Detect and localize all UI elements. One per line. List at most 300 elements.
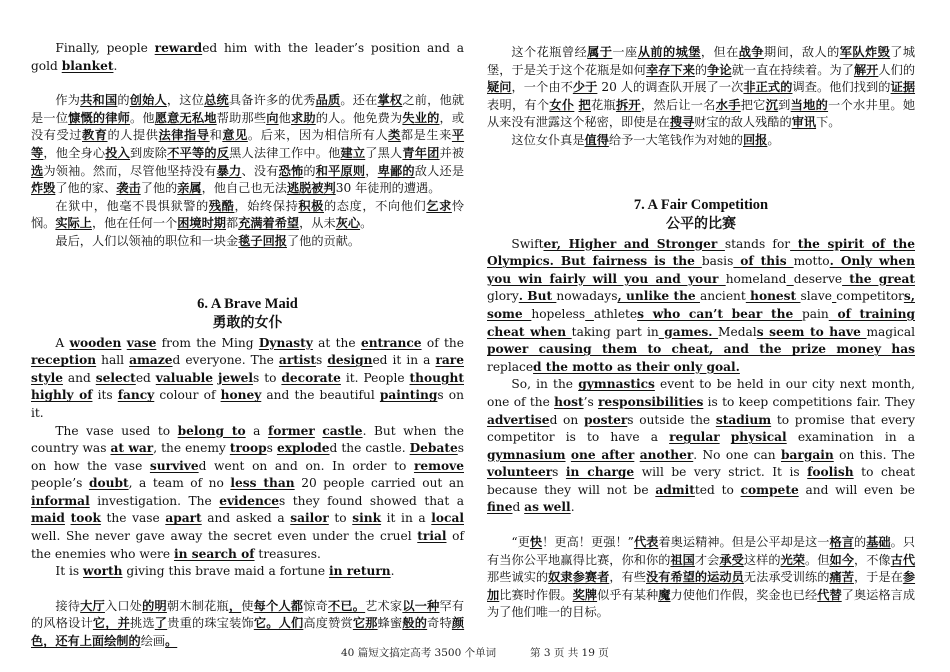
vocab-word: as well [524,500,571,515]
text-run: to [328,511,353,526]
text-run: 贵重的珠宝装饰 [167,616,254,631]
paragraph-vase-en [31,335,464,423]
footer-book-title: 40 篇短文搞定高考 3500 个单词 [341,647,497,659]
text-run: 这位女仆真是 [511,132,585,147]
text-run: 绘画 [140,634,166,649]
text-run: 高度赞赏 [303,616,353,631]
text-run: examination in a [786,430,916,445]
text-run: of the [421,335,464,350]
vocab-word: reward [154,41,203,55]
vocab-word: 如今 [829,552,854,567]
text-run: 挑选 [130,616,155,631]
vocab-word: 证据 [890,80,916,95]
text-run: s on it. [31,388,464,420]
text-run: The vase used to [55,423,178,438]
vocab-word: 乞求 [426,198,452,213]
vocab-word: informal [31,493,90,508]
vocab-word: 祖国 [670,552,695,567]
text-run: 。只有当你公平地赢得比赛，你和你的 [487,535,916,567]
vocab-word: 争论 [707,62,732,77]
vocab-word: power causing them to cheat, and the prize money has [487,342,915,357]
vocab-word: honest [745,289,801,304]
vocab-word: former [267,423,315,438]
text-run: 敌人还是 [414,163,465,178]
text-run: 了奥运格言成为了他们唯一的目标。 [487,587,916,620]
text-run: d went on and on. In order to [198,458,414,473]
text-run: ，这位 [166,93,205,108]
text-run: ，他自己也无法 [201,181,287,196]
vocab-word: 选 [31,163,44,178]
text-run: 惊奇 [303,598,328,613]
vocab-word: . But [518,289,557,304]
text-run: a [245,423,268,438]
vocab-word: 愿意无私地 [154,110,217,125]
vocab-word: poster [583,412,628,427]
text-run: 朝木制花瓶 [166,598,229,613]
text-run: competitor [836,289,904,304]
text-run: Swift [511,236,544,251]
text-run: 。还在 [340,93,378,108]
vocab-word: took [70,511,101,526]
text-run: d [512,500,525,515]
text-run: it. People [340,370,410,385]
vocab-word: d the motto as their only goal. [533,359,740,374]
text-run: it in a [381,511,432,526]
paragraph-gymnastics-en [487,376,915,517]
text-run: stands for [724,236,791,251]
text-run: ted to [694,482,741,497]
vocab-word: 共和国 [80,93,118,108]
text-run: 人们的 [878,62,916,77]
vocab-word: 大厅 [80,598,105,613]
text-run: and will even be [798,482,915,497]
text-run: A [55,335,70,350]
vocab-word: reception [31,353,97,368]
vocab-word: physical [730,430,787,445]
paragraph-olympics-en [487,236,915,377]
vocab-word: 军队炸毁 [839,45,891,59]
vocab-word: 求助 [290,110,316,125]
vocab-word: worth [83,564,123,579]
vocab-word: 亲属 [177,181,202,196]
vocab-word: 建立 [340,145,366,160]
vocab-word: design [327,353,373,368]
text-run: 在狱中，他毫不畏惧狱警的 [55,198,209,213]
vocab-word: 平等 [31,128,465,160]
text-run: s on how the vase [31,441,464,473]
text-run: 之前，他就是一位 [31,93,465,125]
vocab-word: 暴力 [216,163,242,178]
text-run: 的 [117,93,130,108]
text-run: s outside the [627,412,716,427]
vocab-word: local [431,511,464,526]
text-run: colour of [154,388,221,403]
text-run: So, in the [511,377,579,392]
text-run: to cheat because they will not be [487,465,915,497]
vocab-word: 从前的城堡 [637,45,701,59]
vocab-word: 魔 [658,587,671,602]
vocab-word: 格言 [829,535,854,550]
text-run: to promise that every competitor is to have a [487,412,915,445]
vocab-word: select [95,370,136,385]
text-run: ，然后让一名 [640,97,716,112]
text-run: 到废除 [130,145,168,160]
vocab-word: Dynasty [258,335,313,350]
text-run: 把它 [740,97,766,112]
text-run: d on [549,412,584,427]
vocab-word: 掌权 [377,93,403,108]
vocab-word: trial [417,529,447,544]
vocab-word: 创始人 [129,93,167,108]
text-run: hall [96,353,130,368]
text-run: 的 [303,163,316,178]
text-run: and [62,370,96,385]
vocab-word: 属于 [587,45,613,59]
text-run: giving this brave maid a fortune [122,564,329,579]
text-run: Medal [718,324,757,339]
paragraph-olympics-cn [487,534,915,622]
vocab-word: 颜色，还有上面绘制的 [31,616,465,649]
right-column [487,44,915,622]
text-run: 入口处 [104,598,143,613]
vocab-word: 回报 [742,132,768,147]
text-run: d everyone. The [172,353,279,368]
vocab-word: bargain [780,447,834,462]
vocab-word: 把 [578,97,591,112]
text-run: 罕有的风格设计 [31,598,465,631]
text-run: 才会 [694,552,720,567]
text-run: ancient [699,289,746,304]
vocab-word: 袭击 [116,181,141,196]
vocab-word: 意见 [222,128,248,143]
vocab-word: 的明 [142,598,167,613]
vocab-word: 光荣 [780,552,806,567]
text-run: 为领袖。然而，尽管他坚持没有 [43,163,217,178]
text-run: and asked a [201,511,291,526]
text-run: . [570,500,575,515]
vocab-word: 奴隶参赛者 [548,570,610,585]
paragraph-prison-cn [31,198,464,233]
vocab-word: , unlike the [617,289,700,304]
vocab-word: gymnasium [487,447,566,462]
vocab-word: 代替 [817,587,842,602]
text-run: deserve [793,271,843,286]
text-run: 奇特 [427,616,452,631]
vocab-word: remove [413,458,464,473]
section-subtitle-fair-competition: 公平的比赛 [666,215,736,232]
section-title-brave-maid: 6. A Brave Maid [197,295,298,312]
text-run: 都 [226,216,239,231]
vocab-word: regular [669,430,720,445]
text-run: ，始终保持 [234,198,299,213]
vocab-word: vase [126,335,157,350]
text-run: motto [793,254,830,269]
vocab-word: gymnastics [578,377,655,392]
paragraph-castle-cn [487,44,915,132]
vocab-word: evidence [219,493,279,508]
vocab-word: 困境时期 [177,216,226,231]
vocab-word: 幸存下来 [646,62,695,77]
vocab-word: 承受 [719,552,744,567]
vocab-word: 和平原则 [315,163,366,178]
vocab-word: explode [276,441,330,456]
text-run: 他 [278,110,291,125]
text-run: ，但在 [700,45,739,59]
text-run: replace [487,359,534,374]
text-run: 的态度，不向他们 [323,198,427,213]
text-run: ， [365,163,378,178]
paragraph-castle-en [31,423,464,564]
vocab-word: rare [435,353,464,368]
vocab-word: 非正式的 [743,80,793,95]
text-run: homeland [725,271,787,286]
vocab-word: doubt [88,476,129,491]
paragraph-vase-cn [31,598,464,651]
text-run: ，一个由不 [511,80,573,95]
text-run: ed him with the leader’s position and a gold [31,41,464,73]
text-run: 最后，人们以领袖的职位和一块金 [55,233,239,248]
spacer [31,75,464,92]
text-run: treasures. [254,546,321,561]
text-run: 这个花瓶曾经 [511,45,588,59]
vocab-word: belong to [177,423,246,438]
text-run: athlete [593,306,638,321]
text-run: 力使他们作假，奖金也已经 [670,587,818,602]
text-run: 给予一大笔钱作为对她的 [608,132,743,147]
text-run: 着奥运精神。但是公平却是这一 [658,535,830,550]
text-run: 20 人的调查队开展了一次 [597,80,744,95]
text-run: s [316,353,328,368]
left-column [31,40,464,651]
text-run: 蜂蜜 [377,616,403,631]
vocab-word: wooden [69,335,122,350]
text-run: s [552,465,566,480]
vocab-word: the great [842,271,915,286]
vocab-word: thought highly of [31,370,464,403]
text-run: 无法承受训练的 [743,570,830,585]
vocab-word: . Only when you win fairly will you and your [487,254,915,286]
text-run: . [113,58,118,73]
vocab-word: maid [31,511,65,526]
text-run: ed it in a [372,353,436,368]
text-run: ，不像 [853,552,891,567]
vocab-word: survive [149,458,199,473]
vocab-word: host [554,394,584,409]
vocab-word: 少于 [572,80,598,95]
vocab-word: entrance [360,335,422,350]
text-run: nowadays [556,289,618,304]
text-run: 调查。他们找到的 [792,80,891,95]
paragraph-worth-en [31,563,464,581]
text-run: 财宝的敌人残酷的 [694,115,792,130]
text-run: of the enemies who were [31,529,464,561]
vocab-word: 古代 [890,552,916,567]
vocab-word: sailor [290,511,329,526]
section-title-fair-competition: 7. A Fair Competition [633,196,769,213]
vocab-word: 解开 [853,62,879,77]
vocab-word: 积极 [298,198,324,213]
text-run: 似乎有某种 [597,587,659,602]
vocab-word: apart [165,511,202,526]
vocab-word: 向 [266,110,279,125]
vocab-word: 卑鄙的 [377,163,415,178]
vocab-word: 它。人们 [253,616,304,631]
vocab-word: jewel [217,370,254,385]
vocab-word: the spirit of the Olympics. But fairness is the [487,236,916,269]
text-run: , a team of no [128,476,231,491]
text-run: 。 [767,132,780,147]
text-run: event to be held in our city next month, one of the [487,377,916,409]
spacer [31,251,464,295]
vocab-word: honey [220,388,262,403]
text-run: 具备许多的优秀 [228,93,316,108]
vocab-word: ， [228,598,242,613]
vocab-word: 它那 [352,616,378,631]
text-run: 下。 [816,115,841,130]
vocab-word: 当地的 [790,97,829,112]
vocab-word: one after [570,447,635,462]
text-run: . But when the country was [31,423,464,456]
vocab-word: 搜寻 [669,115,695,130]
vocab-word: in search of [173,546,255,561]
vocab-word: amaze [129,353,173,368]
vocab-word: 实际上 [55,216,92,231]
vocab-word: 奖牌 [572,587,598,602]
text-run: 怜悯。 [31,198,465,231]
vocab-word: troop [229,441,267,456]
text-run: s to [253,370,282,385]
text-run: 一座 [612,45,638,59]
vocab-word: volunteer [487,465,553,480]
text-run: 这样的 [743,552,781,567]
vocab-word: 每个人都 [253,598,304,613]
vocab-word: s who can’t bear the [637,306,802,321]
text-run: 表明，有个 [487,97,550,112]
spacer [31,581,464,598]
vocab-word: games. [658,324,719,339]
vocab-word: 灰心 [335,216,361,231]
paragraph-reward-cn [31,233,464,251]
paragraph-president-cn [31,92,464,198]
text-run: 了他的家、 [55,181,117,196]
vocab-word: 投入 [105,145,131,160]
vocab-word: decorate [281,370,341,385]
text-run: at the [312,335,361,350]
text-run: ’s [583,394,599,409]
text-run: s [266,441,277,456]
vocab-word: 不平等的反 [167,145,230,160]
text-run: 。他 [130,110,155,125]
text-run: well. She never gave away the secret even under the cruel [31,529,418,544]
text-run: magical [866,324,915,339]
vocab-word: 代表 [633,535,659,550]
text-run: “更 [511,535,530,550]
vocab-word: 逃脱被判 [286,181,336,196]
text-run: 了他的 [140,181,178,196]
text-run: 作为 [55,93,81,108]
vocab-word: Debate [409,441,458,456]
text-run: 一个水井里。她从来没有泄露这个秘密，即使是在 [487,97,916,130]
text-run: will be very strict. It is [634,465,808,480]
vocab-word: 疑问 [487,80,512,95]
text-run: 并被 [439,145,465,160]
vocab-word: 失业的 [402,110,440,125]
text-run: investigation. The [89,493,220,508]
text-run: the vase [100,511,166,526]
vocab-word: 审讯 [791,115,817,130]
vocab-word: compete [740,482,799,497]
text-run: ，于是在 [853,570,903,585]
text-run: 20 people carried out an [294,476,464,491]
text-run: It is [55,564,84,579]
vocab-word: of training cheat when [487,306,916,339]
spacer [487,150,915,196]
text-run: 那些诚实的 [487,570,549,585]
vocab-word: er, Higher and Stronger [543,236,725,251]
vocab-word: of this [733,254,794,269]
text-run: ，或没有受过 [31,110,465,143]
vocab-word: 炸毁 [31,181,56,196]
vocab-word: 快 [529,535,543,550]
text-run: 的 [853,535,867,550]
text-run: on this. The [833,447,916,462]
text-run: glory [487,289,519,304]
paragraph-finally [31,40,464,75]
vocab-word: 了 [154,616,168,631]
vocab-word [786,272,793,286]
vocab-word: sink [352,511,382,526]
text-run: ed [135,370,156,385]
vocab-word: s, some [487,289,915,321]
text-run: s they found showed that a [279,493,464,508]
text-run: 比赛时作假。 [499,587,573,602]
text-run: Finally, people [55,41,155,55]
vocab-word: 沉 [765,97,779,112]
vocab-word: blanket [61,58,114,73]
text-run: taking part in [571,324,659,339]
vocab-word [585,307,594,321]
vocab-word: admit [655,482,695,497]
vocab-word: 参加 [487,570,916,602]
text-run: . No one can [693,447,781,462]
vocab-word: another [639,447,694,462]
text-run: 使 [241,598,254,613]
text-run: 。但 [805,552,830,567]
vocab-word: at war [110,441,154,456]
vocab-word: 没有希望的运动员 [646,570,744,585]
text-run: 期间，敌人的 [763,45,840,59]
vocab-word: 总统 [204,93,229,108]
vocab-word: stadium [715,412,772,427]
vocab-word: 它，并 [92,616,131,631]
text-run: 花瓶 [590,97,616,112]
vocab-word: s seem to have [756,324,867,339]
vocab-word: in return [328,564,391,579]
vocab-word: less than [230,476,295,491]
text-run: 帮助那些 [216,110,267,125]
vocab-word: fancy [117,388,155,403]
text-run: 艺术家 [365,598,403,613]
vocab-word: fine [487,500,513,515]
text-run: 30 年徒刑的遭遇。 [335,181,441,196]
vocab-word: foolish [807,465,854,480]
vocab-word: 教育 [82,128,108,143]
text-run: 的 [694,62,708,77]
vocab-word: 般的 [402,616,428,631]
vocab-word: 基础 [866,535,891,550]
vocab-word: 痛苦 [829,570,854,585]
vocab-word: 毯子回报 [238,233,287,248]
